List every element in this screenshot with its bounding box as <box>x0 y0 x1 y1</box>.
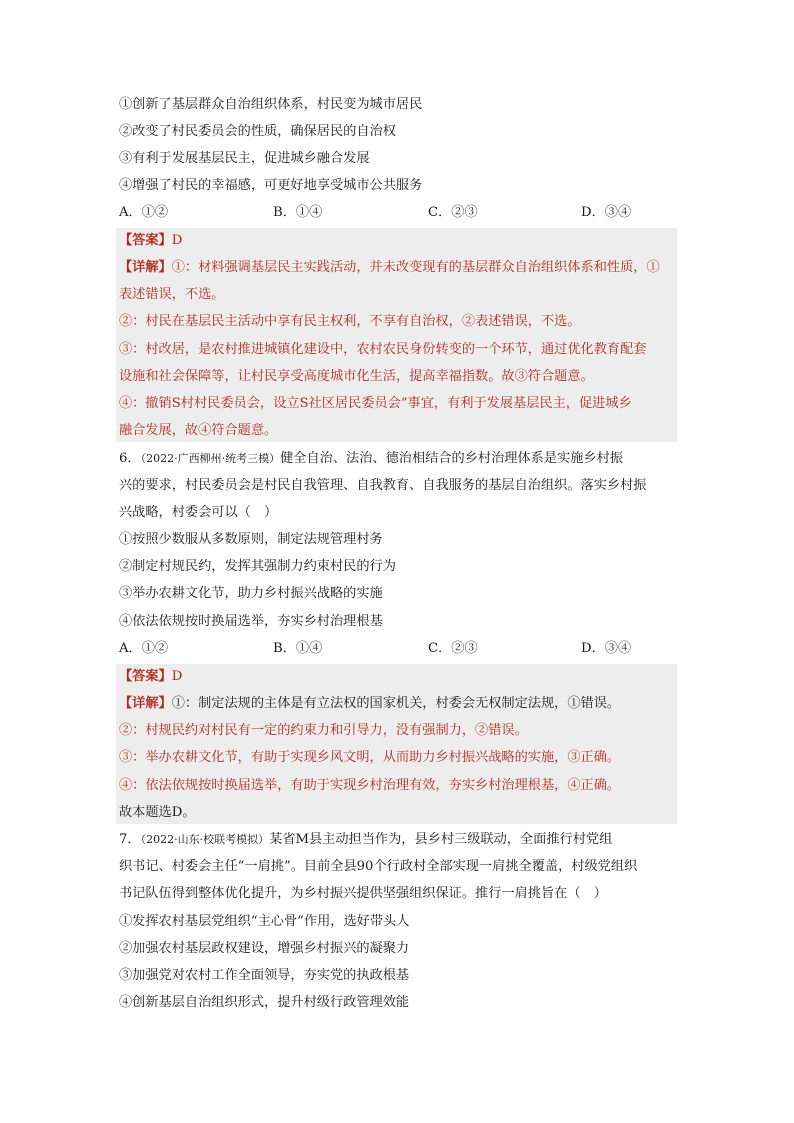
q6-detail-line-3: ③：举办农耕文化节，有助于实现乡风文明，从而助力乡村振兴战略的实施，③正确。 <box>119 750 621 765</box>
q5-choice-c: C．②③ <box>428 205 478 220</box>
q6-detail-line-4: ④：依法依规按时换届选举，有助于实现乡村治理有效，夯实乡村治理根基，④正确。 <box>119 778 621 793</box>
q7-number: 7． <box>119 832 141 847</box>
q6-detail-line-2: ②：村规民约对村民有一定的约束力和引导力，没有强制力，②错误。 <box>119 723 528 738</box>
q6-choice-b: B．①④ <box>273 641 323 656</box>
q5-detail-line-3: ②：村民在基层民主活动中享有民主权利，不享有自治权，②表述错误，不选。 <box>119 314 581 329</box>
q5-answer-tag: 【答案】 <box>119 233 172 248</box>
q6-option-1: ①按照少数服从多数原则，制定法规管理村务 <box>119 532 383 547</box>
q5-detail-line-6: ④：撤销S村村民委员会，设立S社区居民委员会”事宜，有利于发展基层民主，促进城乡 <box>119 396 632 411</box>
q7-source: （2022·山东·校联考模拟） <box>140 833 270 846</box>
q5-detail-text-1: ①：材料强调基层民主实践活动，并未改变现有的基层群众自治组织体系和性质，① <box>171 260 660 275</box>
q7-option-1: ①发挥农村基层党组织“主心骨”作用，选好带头人 <box>119 914 410 929</box>
q5-detail-line-1 <box>119 258 679 278</box>
q5-detail-line-5: 设施和社会保障等，让村民享受高度城市化生活，提高幸福指数。故③符合题意。 <box>119 369 594 384</box>
q6-stem-line-1 <box>119 449 679 469</box>
q7-stem-text-1: 某省M县主动担当作为，县乡村三级联动，全面推行村党组 <box>269 832 613 847</box>
q5-answer-value: D <box>171 233 183 248</box>
q7-stem-line-3: 书记队伍得到整体优化提升，为乡村振兴提供坚强组织保证。推行一肩挑旨在（ ） <box>119 886 607 901</box>
q6-choices <box>119 639 679 659</box>
q6-answer-value: D <box>171 669 183 684</box>
q6-choice-c: C．②③ <box>428 641 478 656</box>
q7-option-4: ④创新基层自治组织形式，提升村级行政管理效能 <box>119 995 410 1010</box>
q5-detail-line-2: 表述错误，不选。 <box>119 287 225 302</box>
q6-stem-text-1: 健全自治、法治、德治相结合的乡村治理体系是实施乡村振 <box>280 451 623 466</box>
q6-answer <box>119 667 679 687</box>
q6-choice-d: D．③④ <box>581 641 632 656</box>
q5-option-2: ②改变了村民委员会的性质，确保居民的自治权 <box>119 124 396 139</box>
q5-detail-tag: 【详解】 <box>119 260 172 275</box>
q5-detail-line-4: ③：村改居，是农村推进城镇化建设中，农村农民身份转变的一个环节，通过优化教育配套 <box>119 342 647 357</box>
q6-answer-tag: 【答案】 <box>119 669 172 684</box>
q6-option-3: ③举办农耕文化节，助力乡村振兴战略的实施 <box>119 586 383 601</box>
q6-choice-a: A．①② <box>119 641 169 656</box>
q6-option-2: ②制定村规民约，发挥其强制力约束村民的行为 <box>119 559 396 574</box>
q7-stem-line-2: 织书记、村委会主任“一肩挑”。目前全县90个行政村全部实现一肩挑全覆盖，村级党组织 <box>119 859 638 874</box>
q5-detail-line-7: 融合发展，故④符合题意。 <box>119 423 278 438</box>
q7-option-2: ②加强农村基层政权建设，增强乡村振兴的凝聚力 <box>119 941 410 956</box>
q6-detail-tag: 【详解】 <box>119 696 172 711</box>
q6-conclusion: 故本题选D。 <box>119 805 196 820</box>
q5-answer <box>119 231 679 251</box>
q6-number: 6． <box>119 451 141 466</box>
q6-detail-line-1 <box>119 694 679 714</box>
q6-solution-box <box>116 664 677 824</box>
q6-source: （2022·广西柳州·统考三模） <box>140 452 281 465</box>
q6-stem-line-3: 兴战略，村委会可以（ ） <box>119 505 278 520</box>
q6-option-4: ④依法依规按时换届选举，夯实乡村治理根基 <box>119 614 383 629</box>
q5-option-1: ①创新了基层群众自治组织体系，村民变为城市居民 <box>119 97 423 112</box>
q5-option-3: ③有利于发展基层民主，促进城乡融合发展 <box>119 151 370 166</box>
q5-choices <box>119 203 679 223</box>
q5-option-4: ④增强了村民的幸福感，可更好地享受城市公共服务 <box>119 178 423 193</box>
q5-choice-b: B．①④ <box>273 205 323 220</box>
q7-stem-line-1 <box>119 830 679 850</box>
q6-stem-line-2: 兴的要求，村民委员会是村民自我管理、自我教育、自我服务的基层自治组织。落实乡村振 <box>119 478 647 493</box>
q7-option-3: ③加强党对农村工作全面领导，夯实党的执政根基 <box>119 968 410 983</box>
q5-choice-a: A．①② <box>119 205 169 220</box>
q5-choice-d: D．③④ <box>581 205 632 220</box>
q6-detail-text-1: ①：制定法规的主体是有立法权的国家机关，村委会无权制定法规，①错误。 <box>171 696 621 711</box>
